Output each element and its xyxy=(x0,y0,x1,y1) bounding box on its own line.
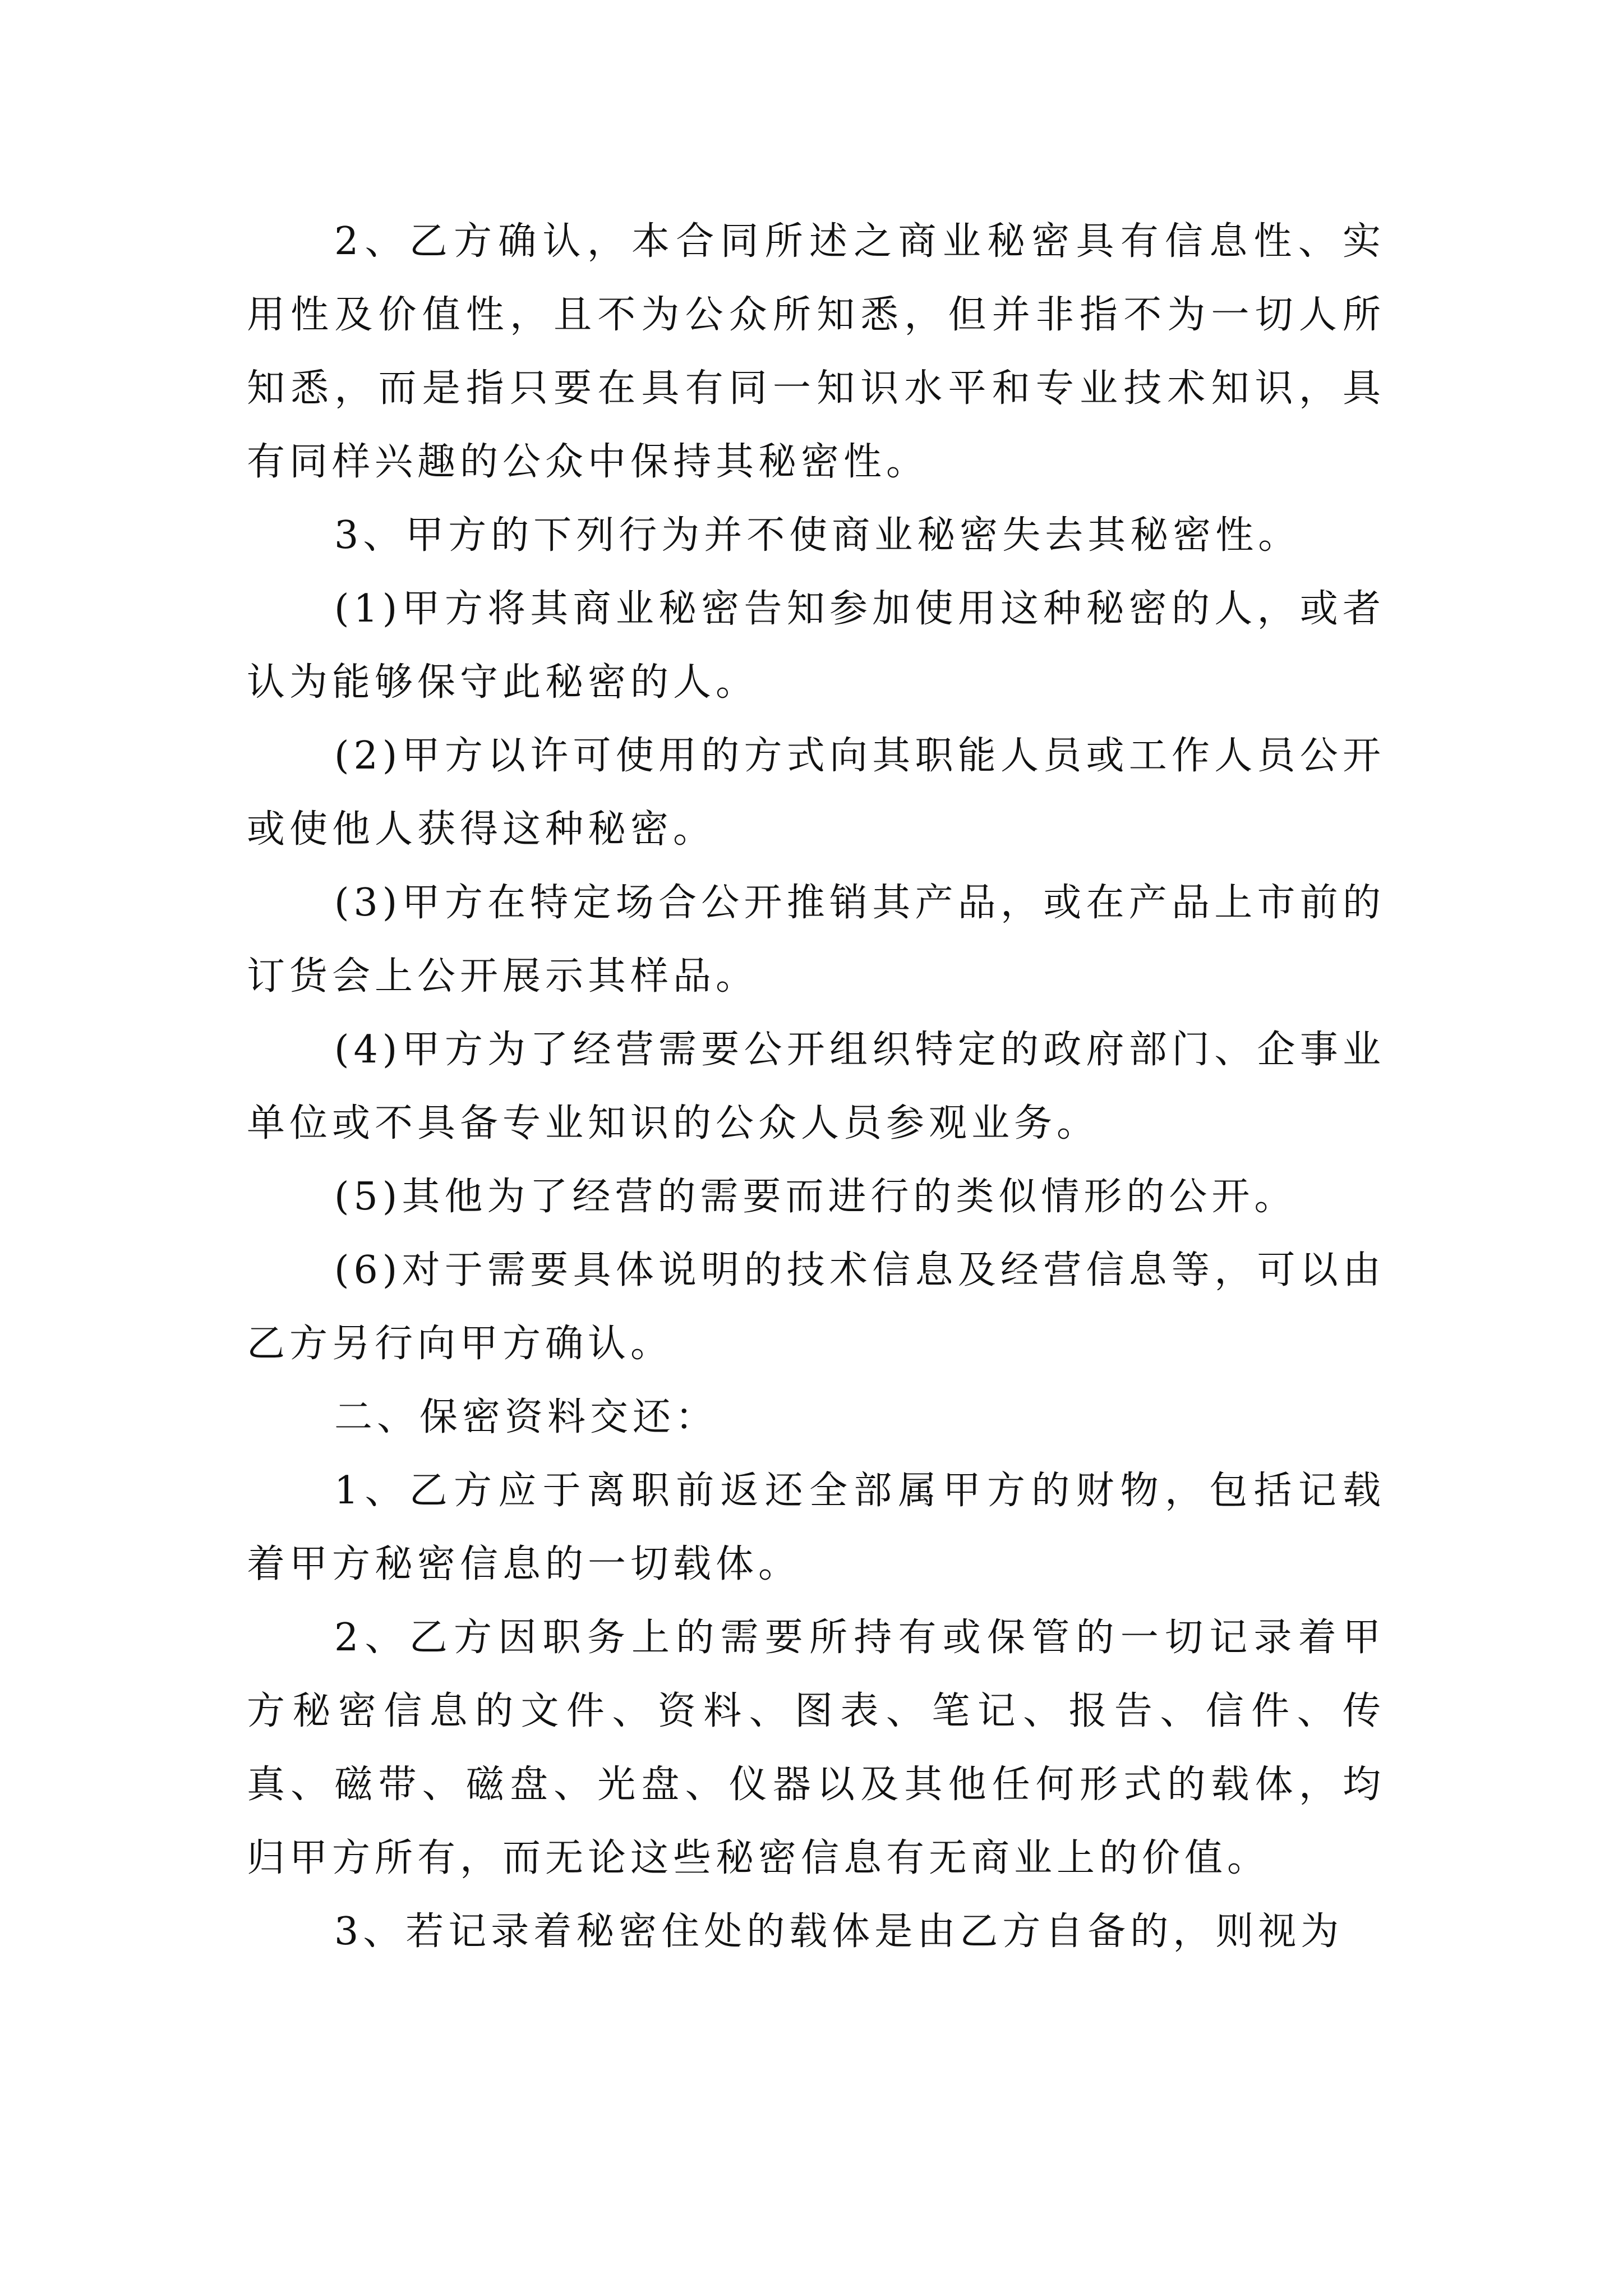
paragraph-item-2: (2)甲方以许可使用的方式向其职能人员或工作人员公开或使他人获得这种秘密。 xyxy=(247,734,1385,852)
paragraph-item-4: (4)甲方为了经营需要公开组织特定的政府部门、企事业单位或不具备专业知识的公众人员参观业务。 xyxy=(247,1028,1385,1145)
document-page xyxy=(247,205,1385,1968)
paragraph-party-a-acts-heading: 3、甲方的下列行为并不使商业秘密失去其秘密性。 xyxy=(334,513,1301,558)
paragraph-return-property: 1、乙方应于离职前返还全部属甲方的财物，包括记载着甲方秘密信息的一切载体。 xyxy=(247,1469,1385,1586)
paragraph-confirm-secret-nature: 2、乙方确认，本合同所述之商业秘密具有信息性、实用性及价值性，且不为公众所知悉，但并非指不为一切人所知悉，而是指只要在具有同一知识水平和专业技术知识，具有同样兴趣的公众中保持其秘密性。 xyxy=(247,219,1385,484)
paragraph-item-5: (5)其他为了经营的需要而进行的类似情形的公开。 xyxy=(334,1175,1297,1219)
section-heading-return-materials: 二、保密资料交还： xyxy=(334,1395,718,1439)
paragraph-item-3: (3)甲方在特定场合公开推销其产品，或在产品上市前的订货会上公开展示其样品。 xyxy=(247,881,1385,999)
paragraph-self-provided-carriers: 3、若记录着秘密住处的载体是由乙方自备的，则视为 xyxy=(334,1910,1344,1954)
paragraph-item-1: (1)甲方将其商业秘密告知参加使用这种秘密的人，或者认为能够保守此秘密的人。 xyxy=(247,587,1385,705)
paragraph-item-6: (6)对于需要具体说明的技术信息及经营信息等，可以由乙方另行向甲方确认。 xyxy=(247,1248,1385,1366)
paragraph-carriers-ownership: 2、乙方因职务上的需要所持有或保管的一切记录着甲方秘密信息的文件、资料、图表、笔记、报告、信件、传真、磁带、磁盘、光盘、仪器以及其他任何形式的载体，均归甲方所有，而无论这些秘密信息有无商业上的价值。 xyxy=(247,1616,1385,1880)
